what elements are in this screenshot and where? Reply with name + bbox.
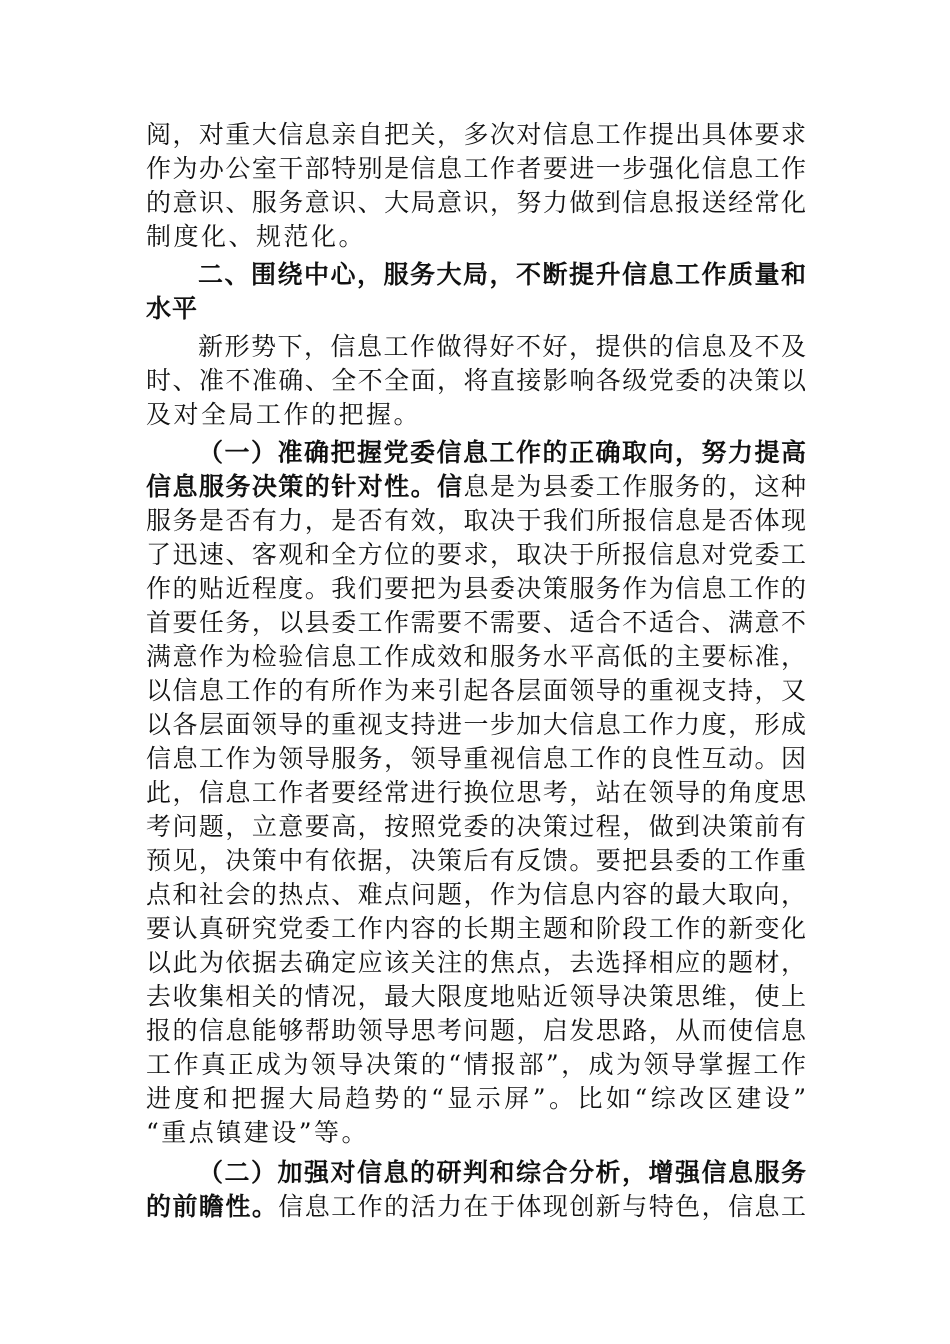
text-line: 预见，决策中有依据，决策后有反馈。要把县委的工作重 [146,846,806,875]
text-line: 点和社会的热点、难点问题，作为信息内容的最大取向， [146,880,806,909]
text-line: 去收集相关的情况，最大限度地贴近领导决策思维，使上 [146,982,806,1011]
text-line: 进度和把握大局趋势的“显示屏”。比如“综改区建设” [146,1084,806,1113]
text-line: 了迅速、客观和全方位的要求，取决于所报信息对党委工 [146,540,806,569]
text-line: 工作真正成为领导决策的“情报部”，成为领导掌握工作 [146,1050,806,1079]
text-line: “重点镇建设”等。 [146,1118,370,1147]
line-rest: 信息工作的活力在于体现创新与特色，信息工 [278,1192,806,1221]
text-line: 信息工作为领导服务，领导重视信息工作的良性互动。因 [146,744,806,773]
text-line: （一）准确把握党委信息工作的正确取向，努力提高 [198,438,806,467]
bold-lead-in: 的前瞻性。 [146,1192,279,1221]
text-line: 新形势下，信息工作做得好不好，提供的信息及不及 [198,332,806,361]
text-line: 报的信息能够帮助领导思考问题，启发思路，从而使信息 [146,1016,806,1045]
text-line: 此，信息工作者要经常进行换位思考，站在领导的角度思 [146,778,806,807]
text-line: 要认真研究党委工作内容的长期主题和阶段工作的新变化 [146,914,806,943]
text-line: 以信息工作的有所作为来引起各层面领导的重视支持，又 [146,676,806,705]
text-line [146,1190,806,1224]
text-line: （二）加强对信息的研判和综合分析，增强信息服务 [198,1158,806,1187]
line-rest: 息是为县委工作服务的，这种 [463,472,806,501]
text-line: 作为办公室干部特别是信息工作者要进一步强化信息工作 [146,154,806,183]
bold-lead-in: 信息服务决策的针对性。信 [146,472,464,501]
text-line: 以各层面领导的重视支持进一步加大信息工作力度，形成 [146,710,806,739]
text-line [146,470,806,504]
text-line: 及对全局工作的把握。 [146,400,422,429]
document-body [146,118,806,1224]
text-line: 服务是否有力，是否有效，取决于我们所报信息是否体现 [146,506,806,535]
text-line: 以此为依据去确定应该关注的焦点，去选择相应的题材， [146,948,806,977]
text-line: 水平 [146,294,199,323]
text-line: 的意识、服务意识、大局意识，努力做到信息报送经常化 [146,188,806,217]
text-line: 二、围绕中心，服务大局，不断提升信息工作质量和 [198,260,806,289]
text-line: 首要任务，以县委工作需要不需要、适合不适合、满意不 [146,608,806,637]
text-line: 作的贴近程度。我们要把为县委决策服务作为信息工作的 [146,574,806,603]
text-line: 阅，对重大信息亲自把关，多次对信息工作提出具体要求 [146,120,806,149]
text-line: 时、准不准确、全不全面，将直接影响各级党委的决策以 [146,366,806,395]
text-line: 制度化、规范化。 [146,222,367,251]
text-line: 考问题，立意要高，按照党委的决策过程，做到决策前有 [146,812,806,841]
text-line: 满意作为检验信息工作成效和服务水平高低的主要标准， [146,642,806,671]
